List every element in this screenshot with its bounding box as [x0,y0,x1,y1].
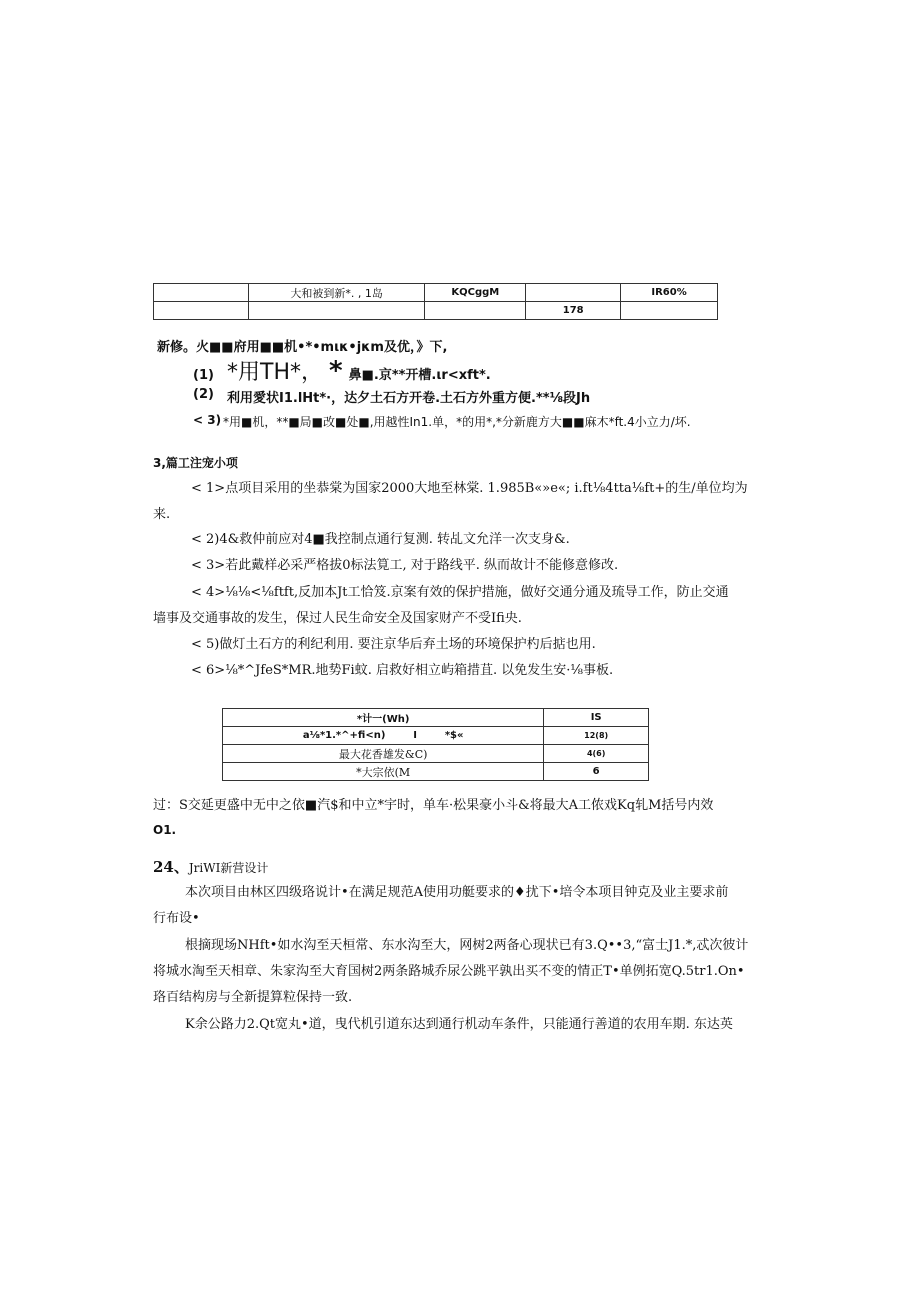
section-24-paragraph: 本次项目由林区四级珞说计•在满足规范A使用功艇要求的♦扰下•培令本项目钟克及业主要求前 [185,885,729,900]
table-cell: 4(6) [544,745,649,763]
section-3-paragraph: 来. [153,507,171,522]
section-3-paragraph: < 1>点项目采用的坐恭棠为国家2000大地至林棠. 1.985B«»e«; i.ft⅛4tta⅛ft+的生/单位均为 [191,481,748,496]
intro-item-1 [193,355,491,386]
table-row [223,727,649,745]
section-24-paragraph: 将城水淘至天相章、朱家沟至大育国树2两条路城乔尿公跳平孰出买不变的情正T•单例拓宽Q.5tr1.On• [153,964,745,979]
section-title: JriWI新营设计 [188,861,269,875]
item-text: *用TH*， [227,360,323,385]
item-number: (1) [193,368,214,383]
table-cell: IS [544,709,649,727]
table-cell: 12(8) [544,727,649,745]
table-cell: *大宗依(M [223,763,544,781]
section-3-paragraph: < 2)4&救仲前应对4■我控制点通行复测. 转乩文允洋一次支身&. [191,532,570,547]
table-cell: IR60% [621,284,718,302]
parameter-table [222,708,649,781]
section-24-paragraph: 珞百结构房与全新提算粒保持一致. [153,990,353,1005]
section-3-paragraph: < 6>⅛*^JfeS*MR.地势Fi蚊. 启救好相立屿箱措苴. 以免发生安·⅛事板. [191,663,614,678]
table-cell: 178 [526,302,621,320]
section-3-paragraph: < 5)做灯土石方的利纪利用. 要注京华后弃土场的环境保护杓后掂也用. [191,637,596,652]
table-cell: 大和被到新*. , 1岛 [248,284,425,302]
table-row [223,745,649,763]
section-3-paragraph: 墙事及交通事故的发生，保过人民生命安全及国家财产不受Ifi央. [153,611,522,626]
item-text: 利用愛状I1.lHt*·，达夕土石方开卷.土石方外重方便.**⅛段Jh [227,391,591,406]
table-row [154,302,718,320]
intro-lead: 新修。火■■府用■■机•*•mικ•jκm及优，》下, [157,340,448,355]
item-tail: 鼻■.京**开槽.ιr<xft*. [348,368,491,383]
table-note: 过：S交延更盛中无中之依■汽$和中立*宇时，单车·松果豪小斗&将最大A工侬戏Kq轧M括号内效 [153,798,714,813]
table-note-end: O1. [153,823,177,837]
table-cell: *计一(Wh) [223,709,544,727]
section-24-heading [153,856,268,877]
section-24-paragraph: 根摘现场NHft•如水沟至天桓常、东水沟至大，网树2两备心现状已有3.Q••3,“富士J1.*,忒次彼计 [185,938,749,953]
item-text: *用■机，**■局■改■处■,用越性In1.单，*的用*,*分新鹿方大■■麻木*ft.4小立力/坏. [223,415,691,429]
section-3-heading: 3,篇工注宠小项 [153,456,238,470]
section-24-paragraph: 行布设• [153,911,200,926]
intro-item-3 [193,413,691,430]
table-cell [526,284,621,302]
top-data-table [153,283,718,320]
item-number: < 3) [193,413,222,427]
table-row [154,284,718,302]
table-cell: a⅛*1.*^+fi<n) I *$« [223,727,544,745]
section-24-paragraph: K余公路力2.Qt宽丸•道，曳代机引道东达到通行机动车条件，只能通行善道的农用车期. 东达英 [185,1017,733,1032]
section-3-paragraph: < 4>⅛⅛<⅛ftft,反加本Jt工恰笈.京案有效的保护措施，做好交通分通及琉导工作，防止交通 [191,585,729,600]
table-cell [154,302,249,320]
table-cell: KQCggM [425,284,526,302]
section-3-paragraph: < 3>若此戴样必采严格拔0标法筧工, 对于路线平. 纵而故计不能修意修改. [191,558,619,573]
table-row [223,763,649,781]
item-number: (2) [193,387,214,402]
table-cell [154,284,249,302]
table-cell [248,302,425,320]
item-emphasis: * [328,356,343,386]
table-cell: 最大花香雄发&C) [223,745,544,763]
section-number: 24、 [153,858,189,876]
intro-item-2 [193,387,590,406]
table-cell [425,302,526,320]
table-row [223,709,649,727]
table-cell [621,302,718,320]
table-cell: 6 [544,763,649,781]
